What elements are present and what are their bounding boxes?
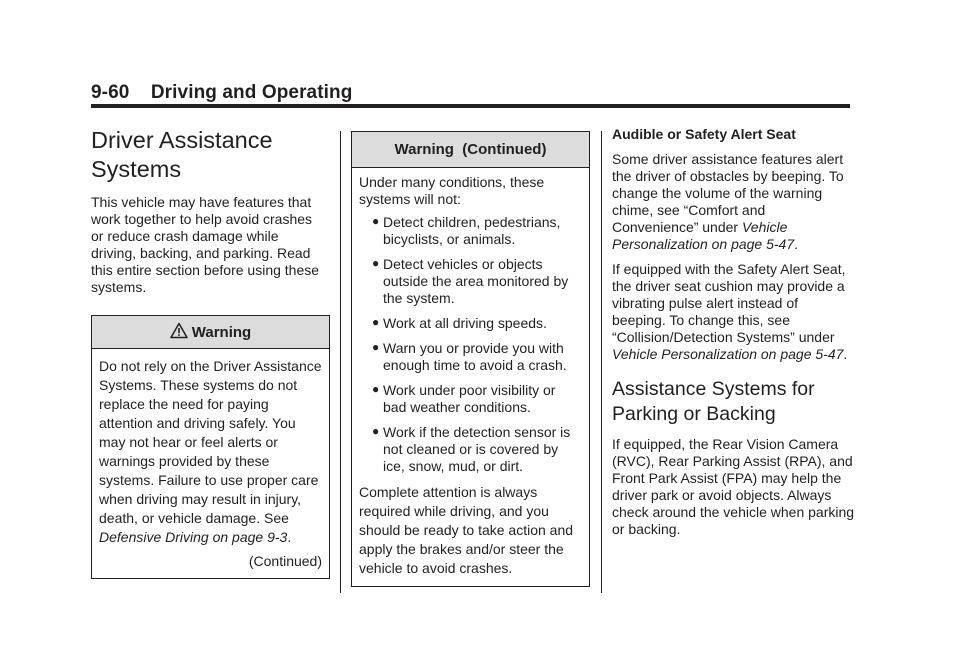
warning-triangle-icon [170,322,188,343]
warning-continued-body [352,168,589,586]
running-head [91,82,352,104]
bullet-icon: ● [372,315,380,329]
list-item [359,315,582,332]
list-item [359,214,582,248]
warning-box-body [92,349,329,578]
intro-paragraph: This vehicle may have features that work together to help avoid crashes or reduce crash damage while driving, backing, and parking. Read this entire section before using these systems. [91,194,320,295]
list-item-text: Work if the detection sensor is not cleaned or is covered by ice, snow, mud, or dirt. [383,424,571,474]
alert-paragraph-1 [612,151,855,253]
defensive-driving-ref[interactable]: Defensive Driving on page 9-3 [99,529,288,545]
list-item [359,256,582,307]
warning-box-header [92,316,329,349]
list-item [359,424,582,475]
bullet-icon: ● [372,382,380,396]
continued-note: (Continued) [248,553,322,569]
limitations-list [359,214,582,475]
warning-title: Warning [191,323,252,341]
warning-lead: Under many conditions, these systems will not: [359,174,545,207]
warning-continued-box [351,131,590,587]
header-rule [91,104,850,108]
vehicle-personalization-ref-1[interactable]: Vehicle Personalization on page 5-47 [612,219,795,252]
list-item [359,382,582,416]
column-divider-1 [340,131,341,593]
warning-continued-header [352,132,589,168]
list-item-text: Work under poor visibility or bad weather conditions. [383,382,556,415]
list-item-text: Work at all driving speeds. [383,315,547,331]
list-item-text: Detect vehicles or objects outside the area monitored by the system. [383,256,569,306]
list-item [359,340,582,374]
bullet-icon: ● [372,340,380,354]
list-item-text: Warn you or provide you with enough time to avoid a crash. [383,340,567,373]
column-3 [612,126,855,538]
parking-heading: Assistance Systems for Parking or Backing [612,378,815,425]
alert-paragraph-2 [612,261,855,363]
warning-continued-title: Warning (Continued) [394,141,547,158]
bullet-icon: ● [372,424,380,438]
page-number: 9-60 [91,82,130,103]
column-2 [351,131,589,587]
warning-text [99,357,322,547]
list-item-text: Detect children, pedestrians, bicyclists, or animals. [383,214,561,247]
alert-paragraph-2-text: If equipped with the Safety Alert Seat, the driver seat cushion may provide a vibrating pulse alert instead of beeping. To change this, see “Collision/Detection Systems” under [612,261,846,345]
alert-paragraph-2-end: . [843,346,848,362]
alert-paragraph-1-text: Some driver assistance features alert the driver of obstacles by beeping. To change the volume of the warning chime, see “Comfort and Convenience” under [612,151,844,235]
warning-closing: Complete attention is always required while driving, and you should be ready to take action and apply the brakes and/or steer the vehicle to avoid crashes. [359,484,574,576]
parking-paragraph: If equipped, the Rear Vision Camera (RVC), Rear Parking Assist (RPA), and Front Park Assist (FPA) may help the driver park or avoid objects. Always check around the vehicle when parking or backing. [612,436,855,537]
bullet-icon: ● [372,214,380,228]
alert-seat-subheading: Audible or Safety Alert Seat [612,126,796,142]
warning-body-end: . [287,529,292,545]
alert-paragraph-1-end: . [794,236,799,252]
page-heading: Driver Assistance Systems [91,127,273,182]
warning-body-text: Do not rely on the Driver Assistance Systems. These systems do not replace the need for paying attention and driving safely. You may not hear or feel alerts or warnings provided by these systems. Failure to use proper care when driving may result in injury, death, or vehicle damage. See [99,358,322,526]
column-1 [91,126,331,579]
section-title: Driving and Operating [150,82,353,103]
vehicle-personalization-ref-2[interactable]: Vehicle Personalization on page 5-47 [612,346,844,362]
column-divider-2 [601,131,602,593]
warning-box [91,315,330,579]
bullet-icon: ● [372,256,380,270]
